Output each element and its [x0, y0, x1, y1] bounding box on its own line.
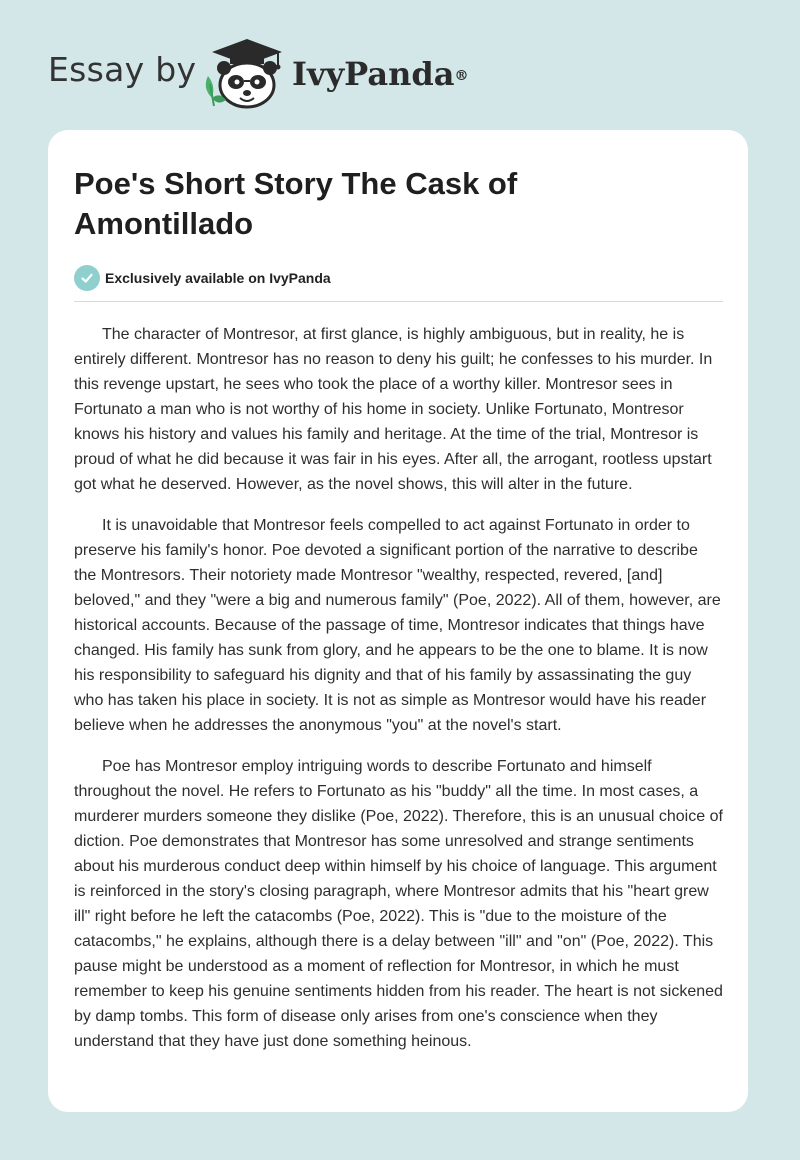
site-header	[0, 0, 800, 120]
exclusive-badge	[74, 265, 722, 291]
essay-body	[74, 322, 724, 1054]
check-icon	[74, 265, 100, 291]
registered-mark: ®	[454, 68, 469, 84]
essay-by-label: Essay by	[48, 50, 197, 89]
essay-card	[48, 130, 748, 1112]
page-title: Poe's Short Story The Cask of Amontillado	[74, 166, 518, 241]
paragraph: Poe has Montresor employ intriguing words to describe Fortunato and himself throughout the novel. He refers to Fortunato as his "buddy" all the time. In most cases, a murderer murders someone they dislike (Poe, 2022). Therefore, this is an unusual choice of diction. Poe demonstrates that Montresor has some unresolved and strange sentiments about his murderous conduct deep within himself by his choice of language. This argument is reinforced in the story's closing paragraph, where Montresor admits that his "heart grew ill" right before he left the catacombs (Poe, 2022). This is "due to the moisture of the catacombs," he explains, although there is a delay between "ill" and "on" (Poe, 2022). This pause might be understood as a moment of reflection for Montresor, in which he must remember to keep his genuine sentiments hidden from his reader. The heart is not sickened by damp tombs. This form of disease only arises from one's conscience when they understand that they have just done something heinous.	[74, 758, 723, 1050]
brand-label: IvyPanda	[292, 55, 455, 93]
divider	[74, 301, 723, 302]
exclusive-label: Exclusively available on IvyPanda	[105, 270, 331, 286]
paragraph: The character of Montresor, at first glance, is highly ambiguous, but in reality, he is entirely different. Montresor has no reason to deny his guilt; he confesses to his murder. In this revenge upstart, he sees who took the place of a worthy killer. Montresor sees in Fortunato a man who is not worthy of his home in society. Unlike Fortunato, Montresor knows his history and values his family and heritage. At the time of the trial, Montresor is proud of what he did because it was fair in his eyes. After all, the arrogant, rootless upstart got what he deserved. However, as the novel shows, this will alter in the future.	[74, 326, 713, 493]
brand-name[interactable]	[292, 54, 468, 94]
panda-graduate-icon[interactable]	[200, 36, 294, 110]
paragraph: It is unavoidable that Montresor feels compelled to act against Fortunato in order to preserve his family's honor. Poe devoted a significant portion of the narrative to describe the Montresors. Their notoriety made Montresor "wealthy, respected, revered, [and] beloved," and they "were a big and numerous family" (Poe, 2022). All of them, however, are historical accounts. Because of the passage of time, Montresor indicates that things have changed. His family has sunk from glory, and he appears to be the one to blame. It is now his responsibility to safeguard his dignity and that of his family by assassinating the guy who has taken his place in society. It is not as simple as Montresor would have his reader believe when he addresses the anonymous "you" at the novel's start.	[74, 517, 721, 734]
